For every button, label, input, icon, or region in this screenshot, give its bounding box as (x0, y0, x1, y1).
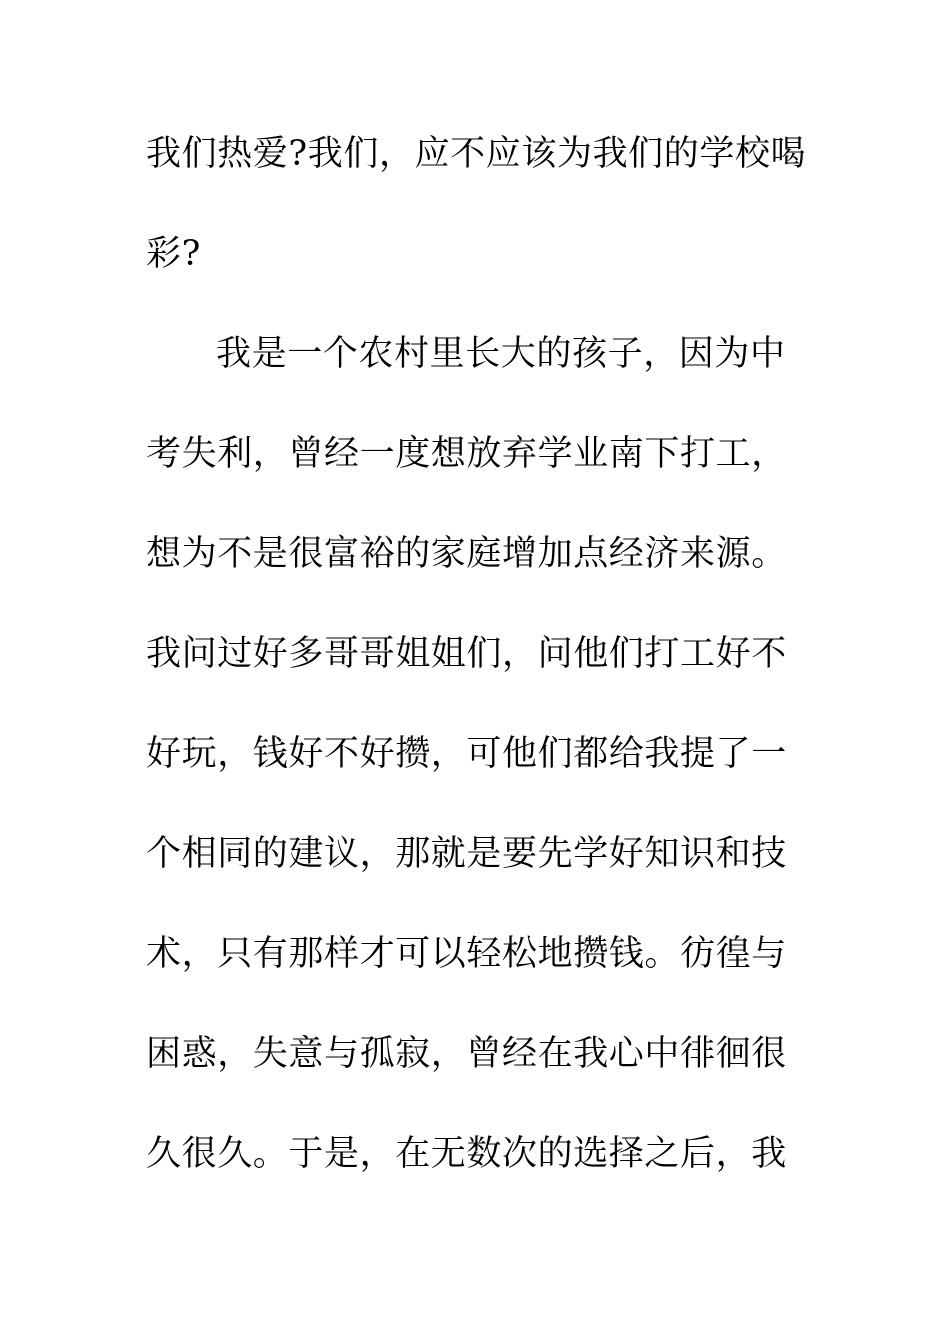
text-line: 个相同的建议，那就是要先学好知识和技 (146, 834, 787, 874)
body-text (146, 126, 806, 1226)
text-line: 我问过好多哥哥姐姐们，问他们打工好不 (146, 634, 787, 674)
paragraph-start-line: 我是一个农村里长大的孩子，因为中 (216, 334, 786, 374)
text-line: 考失利，曾经一度想放弃学业南下打工， (146, 434, 787, 474)
text-line: 彩? (146, 234, 201, 274)
text-line: 好玩，钱好不好攒，可他们都给我提了一 (146, 734, 787, 774)
text-line: 想为不是很富裕的家庭增加点经济来源。 (146, 534, 787, 574)
text-line: 我们热爱?我们，应不应该为我们的学校喝 (146, 134, 807, 174)
text-line: 术，只有那样才可以轻松地攒钱。彷徨与 (146, 934, 787, 974)
text-line: 困惑，失意与孤寂，曾经在我心中徘徊很 (146, 1034, 787, 1074)
text-line: 久很久。于是，在无数次的选择之后，我 (146, 1134, 787, 1174)
